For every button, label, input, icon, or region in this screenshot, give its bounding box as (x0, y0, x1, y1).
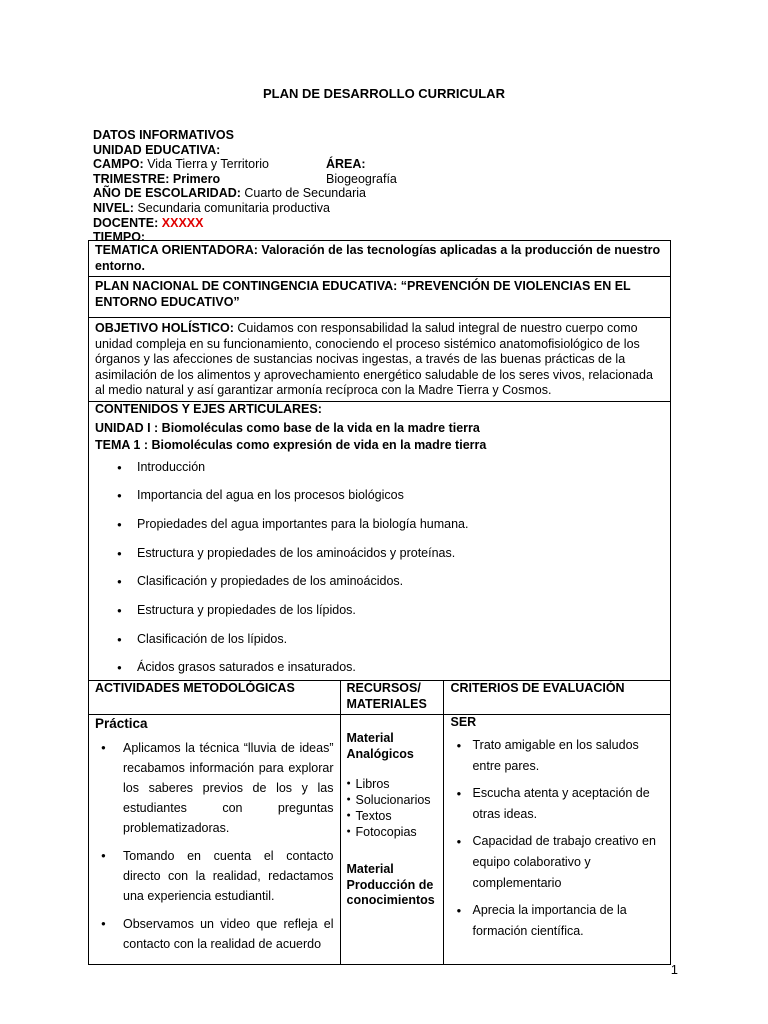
actividades-cell (89, 715, 341, 965)
list-item: ● Ácidos grasos saturados e insaturados. (95, 660, 664, 678)
anio-value: Cuarto de Secundaria (244, 186, 367, 201)
nivel-label: NIVEL: (93, 200, 134, 215)
objetivo-label: OBJETIVO HOLÍSTICO: (95, 321, 234, 335)
contenidos-heading: CONTENIDOS Y EJES ARTICULARES: (95, 402, 322, 416)
practica-heading: Práctica (95, 716, 148, 732)
list-item: ● Estructura y propiedades de los aminoácidos y proteínas. (95, 546, 664, 575)
list-item: ● Trato amigable en los saludos entre pares. (450, 735, 664, 777)
material-analogicos: Material Analógicos (346, 731, 414, 761)
list-item: ● Escucha atenta y aceptación de otras ideas. (450, 783, 664, 825)
objetivo-text: Cuidamos con responsabilidad la salud integral de nuestro cuerpo como unidad compleja en su funcionamiento, conociendo el proceso sistémico anatomofisiológico de los órganos y las afecciones de sustancias nocivas ingestas, a través de las buenas prácticas de la asimilación de los alimentos y aprovechamiento energético saludable de los seres vivos, relacionada al medio natural y así garantizar armonía recíproca con la Madre Tierra y Cosmos. (95, 321, 653, 397)
list-item: ● Textos (347, 808, 438, 824)
list-item: ● Estructura y propiedades de los lípidos. (95, 603, 664, 632)
list-item: ● Aprecia la importancia de la formación científica. (450, 900, 664, 942)
ser-heading: SER (450, 715, 477, 730)
criterios-cell (444, 715, 671, 965)
trimestre-label: TRIMESTRE: (93, 171, 170, 186)
info-heading: DATOS INFORMATIVOS (93, 128, 234, 142)
unidad-title: UNIDAD I : Biomoléculas como base de la vida en la madre tierra (95, 420, 480, 435)
recursos-cell (340, 715, 444, 965)
docente-value: XXXXX (161, 215, 204, 230)
list-item: ● Solucionarios (347, 792, 438, 808)
campo-value: Vida Tierra y Territorio (147, 157, 269, 172)
list-item: ● Introducción (95, 460, 664, 489)
tematica-cell: TEMATICA ORIENTADORA: Valoración de las tecnologías aplicadas a la producción de nuestro entorno. (89, 241, 671, 277)
list-item: ● Fotocopias (347, 824, 438, 840)
objetivo-cell (89, 318, 671, 402)
nivel-value: Secundaria comunitaria productiva (137, 200, 330, 215)
list-item: ● Capacidad de trabajo creativo en equipo colaborativo y complementario (450, 831, 664, 894)
page-number: 1 (670, 962, 678, 977)
anio-label: AÑO DE ESCOLARIDAD: (93, 186, 241, 201)
area-label: ÁREA: (326, 157, 366, 172)
list-item: ● Clasificación de los lípidos. (95, 632, 664, 661)
list-item: ● Observamos un video que refleja el contacto con la realidad de acuerdo (95, 914, 334, 954)
contenidos-list (95, 460, 664, 679)
campo-label: CAMPO: (93, 157, 144, 172)
header-recursos: RECURSOS/ MATERIALES (340, 681, 444, 715)
header-actividades: ACTIVIDADES METODOLÓGICAS (89, 681, 341, 715)
docente-label: DOCENTE: (93, 215, 159, 230)
list-item: ● Aplicamos la técnica “lluvia de ideas” recabamos información para explorar los saberes previos de los y las estudiantes con preguntas problematizadoras. (95, 738, 334, 838)
unidad-label: UNIDAD EDUCATIVA: (93, 142, 221, 157)
contenidos-cell (89, 402, 671, 681)
list-item: ● Propiedades del agua importantes para la biología humana. (95, 517, 664, 546)
page-title: PLAN DE DESARROLLO CURRICULAR (263, 86, 505, 101)
area-value: Biogeografía (326, 171, 397, 186)
datos-informativos (93, 128, 397, 245)
list-item: ● Tomando en cuenta el contacto directo con la realidad, redactamos una experiencia estudiantil. (95, 846, 334, 906)
list-item: ● Clasificación y propiedades de los aminoácidos. (95, 574, 664, 603)
plan-table (88, 240, 671, 965)
list-item: ● Libros (347, 776, 438, 792)
trimestre-value: Primero (172, 171, 221, 186)
tema-title: TEMA 1 : Biomoléculas como expresión de vida en la madre tierra (95, 438, 487, 452)
list-item: ● Importancia del agua en los procesos biológicos (95, 488, 664, 517)
tiempo-label: TIEMPO: (93, 230, 146, 245)
plan-nacional-cell: PLAN NACIONAL DE CONTINGENCIA EDUCATIVA: “PREVENCIÓN DE VIOLENCIAS EN EL ENTORNO EDUCATIVO” (89, 277, 671, 318)
header-criterios: CRITERIOS DE EVALUACIÓN (444, 681, 671, 715)
material-produccion: Material Producción de conocimientos (346, 862, 435, 908)
